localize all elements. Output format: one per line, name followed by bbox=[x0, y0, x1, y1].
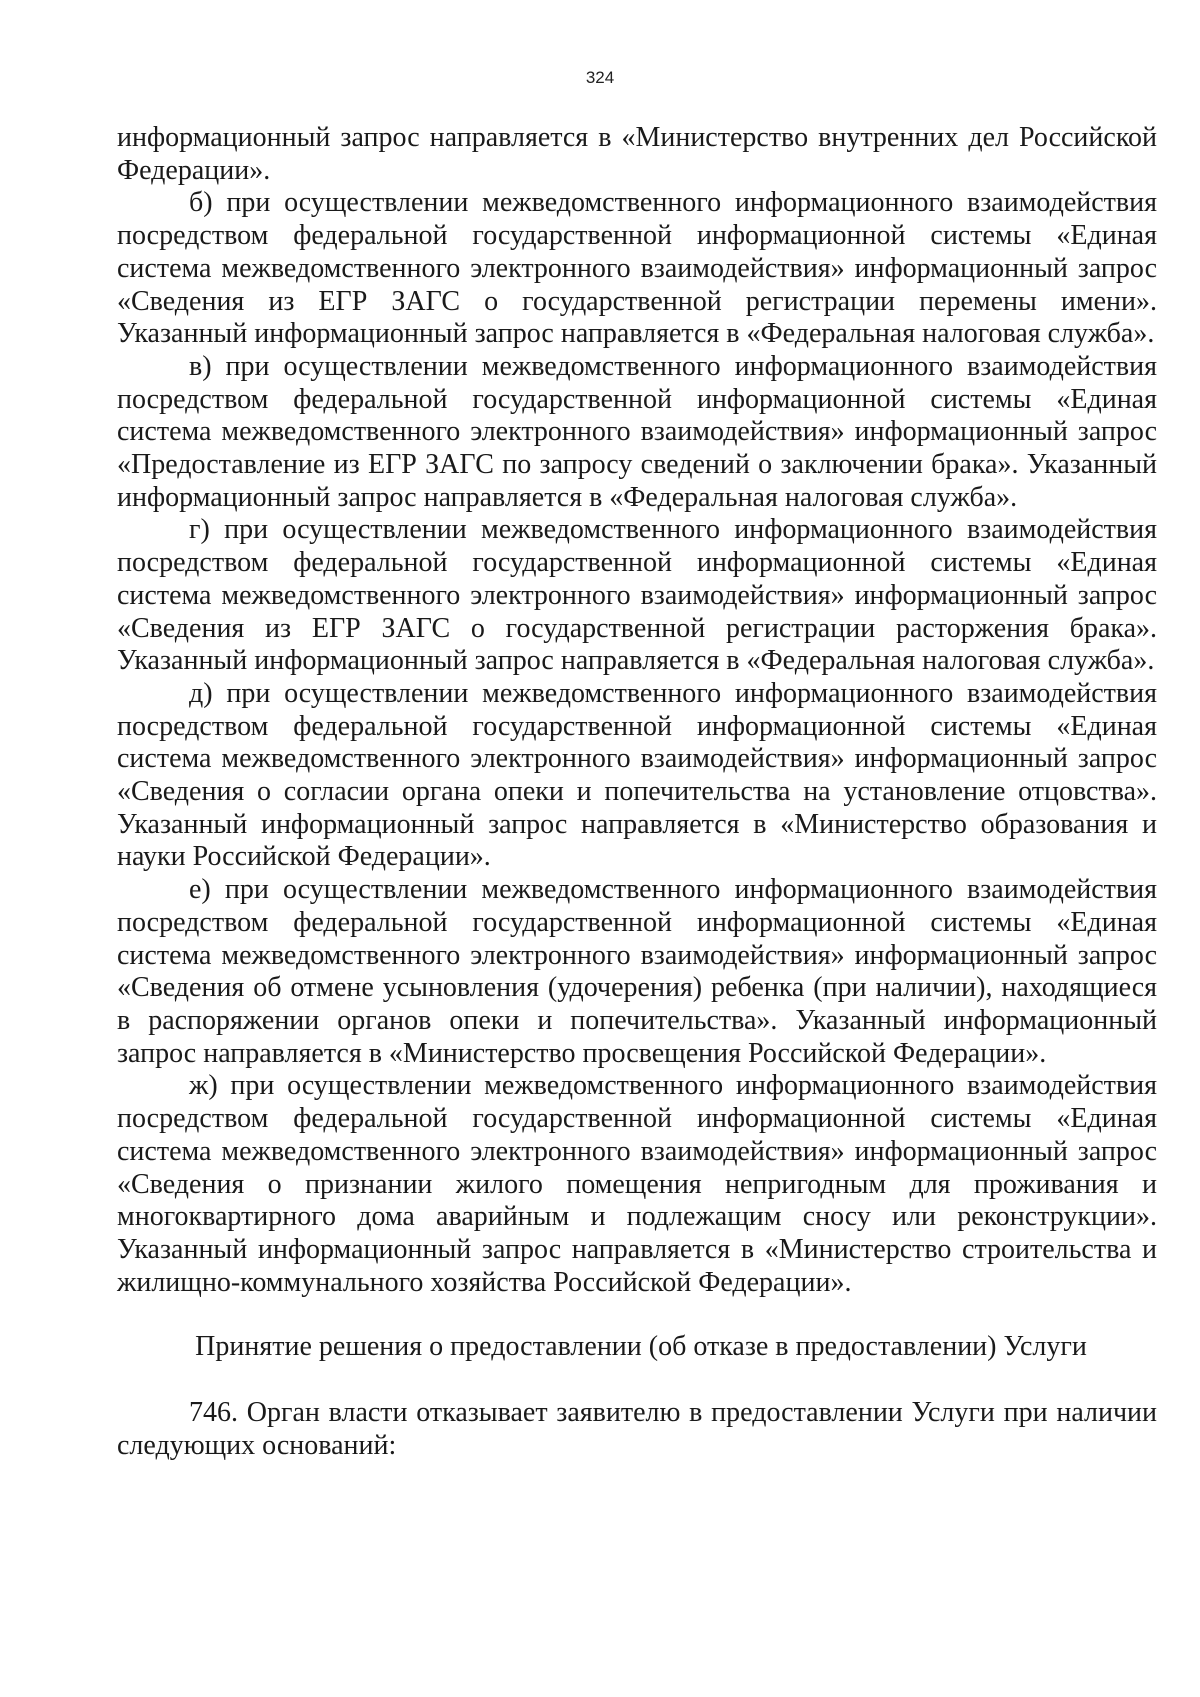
document-body bbox=[117, 122, 1157, 1462]
paragraph-continuation: информационный запрос направляется в «Министерство внутренних дел Российской Федерации». bbox=[117, 122, 1157, 186]
paragraph-item-b: б) при осуществлении межведомственного информационного взаимодействия посредством федеральной государственной информационной системы «Единая система межведомственного электронного взаимодействия» информационный запрос «Сведения из ЕГР ЗАГС о государственной регистрации перемены имени». Указанный информационный запрос направляется в «Федеральная налоговая служба». bbox=[117, 187, 1157, 350]
paragraph-item-zh: ж) при осуществлении межведомственного информационного взаимодействия посредством федеральной государственной информационной системы «Единая система межведомственного электронного взаимодействия» информационный запрос «Сведения о признании жилого помещения непригодным для проживания и многоквартирного дома аварийным и подлежащим сносу или реконструкции». Указанный информационный запрос направляется в «Министерство строительства и жилищно-коммунального хозяйства Российской Федерации». bbox=[117, 1070, 1157, 1298]
paragraph-item-v: в) при осуществлении межведомственного информационного взаимодействия посредством федеральной государственной информационной системы «Единая система межведомственного электронного взаимодействия» информационный запрос «Предоставление из ЕГР ЗАГС по запросу сведений о заключении брака». Указанный информационный запрос направляется в «Федеральная налоговая служба». bbox=[117, 350, 1157, 513]
section-heading: Принятие решения о предоставлении (об отказе в предоставлении) Услуги bbox=[195, 1331, 1087, 1363]
paragraph-item-g: г) при осуществлении межведомственного информационного взаимодействия посредством федеральной государственной информационной системы «Единая система межведомственного электронного взаимодействия» информационный запрос «Сведения из ЕГР ЗАГС о государственной регистрации расторжения брака». Указанный информационный запрос направляется в «Федеральная налоговая служба». bbox=[117, 514, 1157, 677]
paragraph-item-d: д) при осуществлении межведомственного информационного взаимодействия посредством федеральной государственной информационной системы «Единая система межведомственного электронного взаимодействия» информационный запрос «Сведения о согласии органа опеки и попечительства на установление отцовства». Указанный информационный запрос направляется в «Министерство образования и науки Российской Федерации». bbox=[117, 677, 1157, 873]
page-number: 324 bbox=[585, 68, 615, 87]
paragraph-746: 746. Орган власти отказывает заявителю в предоставлении Услуги при наличии следующих оснований: bbox=[117, 1397, 1157, 1461]
paragraph-item-e: е) при осуществлении межведомственного информационного взаимодействия посредством федеральной государственной информационной системы «Единая система межведомственного электронного взаимодействия» информационный запрос «Сведения об отмене усыновления (удочерения) ребенка (при наличии), находящиеся в распоряжении органов опеки и попечительства». Указанный информационный запрос направляется в «Министерство просвещения Российской Федерации». bbox=[117, 874, 1157, 1069]
